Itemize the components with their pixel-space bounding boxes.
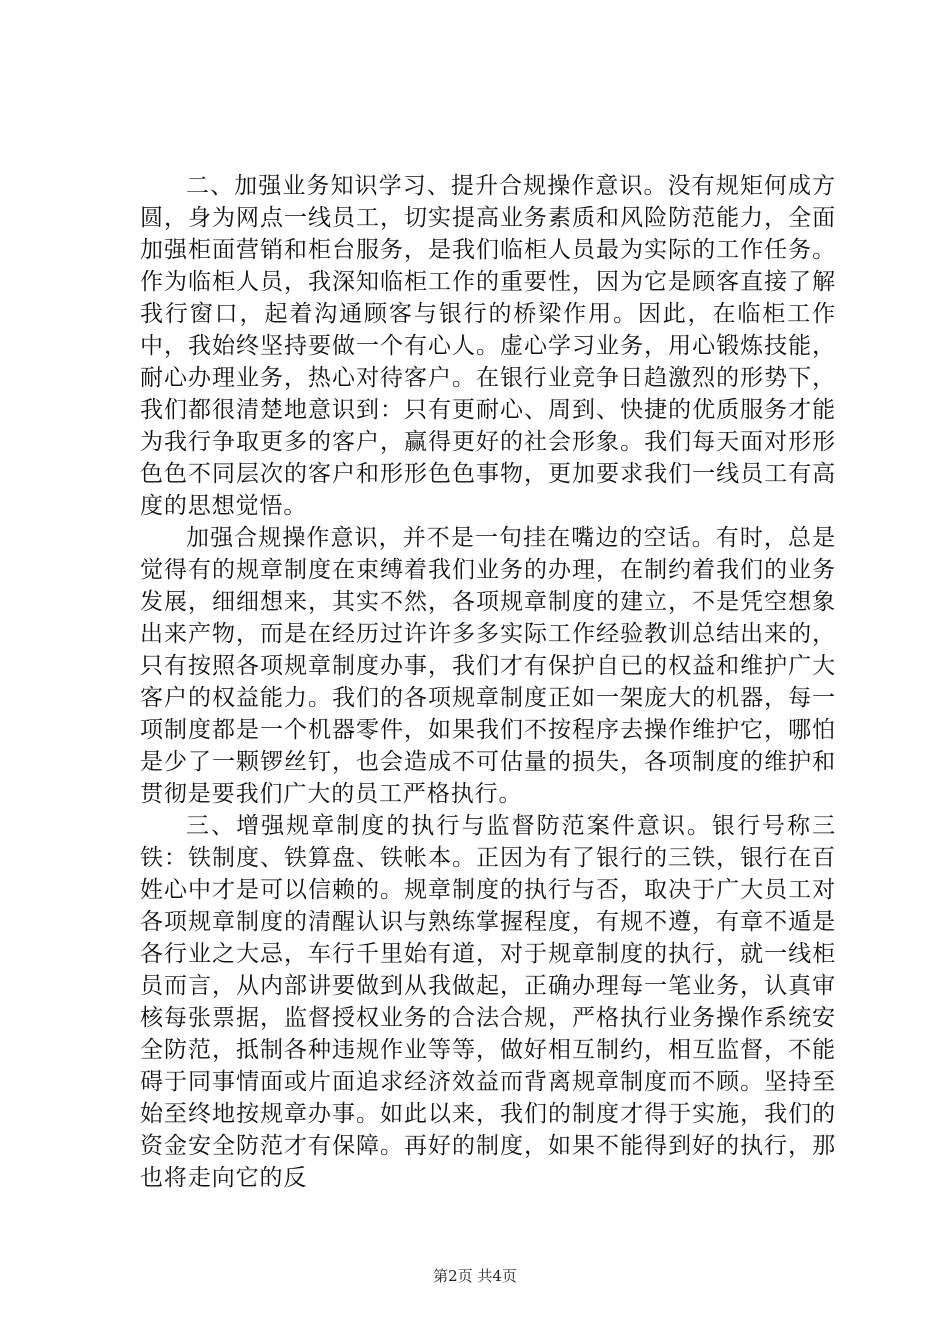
paragraph-business-knowledge: 二、加强业务知识学习、提升合规操作意识。没有规矩何成方圆，身为网点一线员工，切实提高业务素质和风险防范能力，全面加强柜面营销和柜台服务，是我们临柜人员最为实际的工作任务。作为临柜人员，我深知临柜工作的重要性，因为它是顾客直接了解我行窗口，起着沟通顾客与银行的桥梁作用。因此，在临柜工作中，我始终坚持要做一个有心人。虚心学习业务，用心锻炼技能，耐心办理业务，热心对待客户。在银行业竞争日趋激烈的形势下，我们都很清楚地意识到：只有更耐心、周到、快捷的优质服务才能为我行争取更多的客户，赢得更好的社会形象。我们每天面对形形色色不同层次的客户和形形色色事物，更加要求我们一线员工有高度的思想觉悟。 [140, 173, 836, 519]
paragraph-regulation-enforcement: 三、增强规章制度的执行与监督防范案件意识。银行号称三铁：铁制度、铁算盘、铁帐本。正因为有了银行的三铁，银行在百姓心中才是可以信赖的。规章制度的执行与否，取决于广大员工对各项规章制度的清醒认识与熟练掌握程度，有规不遵，有章不遁是各行业之大忌，车行千里始有道，对于规章制度的执行，就一线柜员而言，从内部讲要做到从我做起，正确办理每一笔业务，认真审核每张票据，监督授权业务的合法合规，严格执行业务操作系统安全防范，抵制各种违规作业等等，做好相互制约，相互监督，不能碍于同事情面或片面追求经济效益而背离规章制度而不顾。坚持至始至终地按规章办事。如此以来，我们的制度才得于实施，我们的资金安全防范才有保障。再好的制度，如果不能得到好的执行，那也将走向它的反 [140, 813, 836, 1191]
page-number-footer: 第2页 共4页 [433, 1267, 517, 1285]
document-body [140, 170, 836, 1194]
paragraph-compliance-awareness: 加强合规操作意识，并不是一句挂在嘴边的空话。有时，总是觉得有的规章制度在束缚着我们业务的办理，在制约着我们的业务发展，细细想来，其实不然，各项规章制度的建立，不是凭空想象出来产物，而是在经历过许许多多实际工作经验教训总结出来的，只有按照各项规章制度办事，我们才有保护自已的权益和维护广大客户的权益能力。我们的各项规章制度正如一架庞大的机器，每一项制度都是一个机器零件，如果我们不按程序去操作维护它，哪怕是少了一颗锣丝钉，也会造成不可估量的损失，各项制度的维护和贯彻是要我们广大的员工严格执行。 [140, 525, 836, 807]
